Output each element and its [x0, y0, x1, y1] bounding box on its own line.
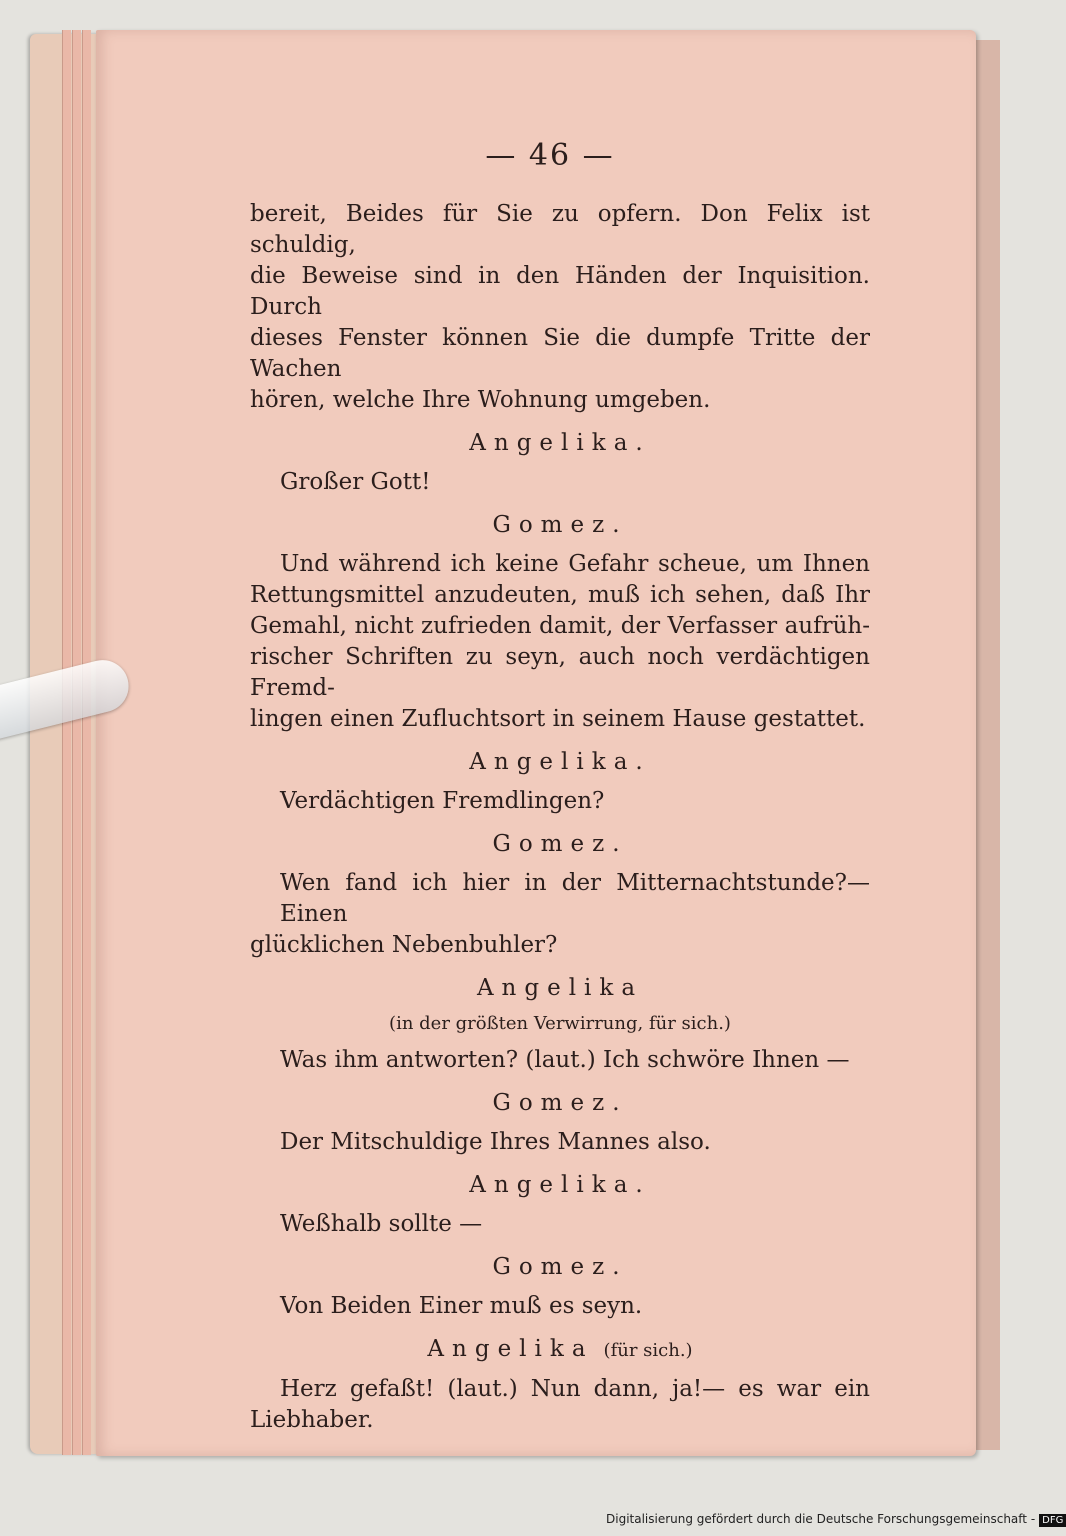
speaker-name [250, 1170, 870, 1201]
speaker-name [250, 973, 870, 1004]
page-text [250, 140, 870, 1436]
speaker-name [250, 747, 870, 778]
text-line: Liebhaber. [250, 1407, 374, 1433]
speaker-label: Gomez. [492, 1254, 628, 1280]
text-line: hören, welche Ihre Wohnung umgeben. [250, 387, 711, 413]
speaker-label: Gomez. [492, 512, 628, 538]
text-line: rischer Schriften zu seyn, auch noch verdächtigen Fremd- [250, 644, 870, 701]
page-stack-edge [62, 30, 71, 1455]
text-line: Wen fand ich hier in der Mitternachtstunde?— Einen [280, 870, 870, 927]
speaker-label: Angelika. [469, 430, 651, 456]
speaker-label: Gomez. [492, 1090, 628, 1116]
text-line: Verdächtigen Fremdlingen? [280, 788, 605, 814]
page-stack-edge [72, 30, 81, 1455]
digitization-credit [606, 1512, 1066, 1527]
text-line: Weßhalb sollte — [280, 1211, 483, 1237]
speaker-name [250, 829, 870, 860]
text-line: lingen einen Zufluchtsort in seinem Hause gestattet. [250, 706, 866, 732]
speaker-label: Angelika [476, 975, 644, 1001]
text-line: Herz gefaßt! (laut.) Nun dann, ja!— es war ein [280, 1376, 870, 1402]
text-line: bereit, Beides für Sie zu opfern. Don Felix ist schuldig, [250, 201, 870, 258]
credit-text: Digitalisierung gefördert durch die Deutsche Forschungsgemeinschaft - [606, 1512, 1036, 1526]
text-line: Gemahl, nicht zufrieden damit, der Verfasser aufrüh- [250, 613, 870, 639]
facing-page-strip [976, 40, 1000, 1450]
speaker-name [250, 428, 870, 459]
text-line: dieses Fenster können Sie die dumpfe Tritte der Wachen [250, 325, 870, 382]
speaker-label: Angelika [427, 1336, 594, 1362]
text-line: Rettungsmittel anzudeuten, muß ich sehen, daß Ihr [250, 582, 870, 608]
speaker-label: Gomez. [492, 831, 628, 857]
page-number: — 46 — [485, 138, 615, 173]
speaker-label: Angelika. [469, 749, 651, 775]
page-stack-edge [82, 30, 91, 1455]
stage-direction: (für sich.) [603, 1340, 693, 1361]
dfg-logo: DFG [1039, 1514, 1066, 1527]
stage-direction: (in der größten Verwirrung, für sich.) [389, 1013, 731, 1034]
text-line: Von Beiden Einer muß es seyn. [280, 1293, 643, 1319]
text-line: Der Mitschuldige Ihres Mannes also. [280, 1129, 711, 1155]
speaker-name [250, 1088, 870, 1119]
text-line: Großer Gott! [280, 469, 431, 495]
speaker-name [250, 1252, 870, 1283]
speaker-name [250, 1334, 870, 1366]
text-line: die Beweise sind in den Händen der Inquisition. Durch [250, 263, 870, 320]
text-line: Und während ich keine Gefahr scheue, um Ihnen [280, 551, 870, 577]
text-line: glücklichen Nebenbuhler? [250, 932, 558, 958]
speaker-label: Angelika. [469, 1172, 651, 1198]
speaker-name [250, 510, 870, 541]
text-line: Was ihm antworten? (laut.) Ich schwöre Ihnen — [280, 1047, 850, 1073]
